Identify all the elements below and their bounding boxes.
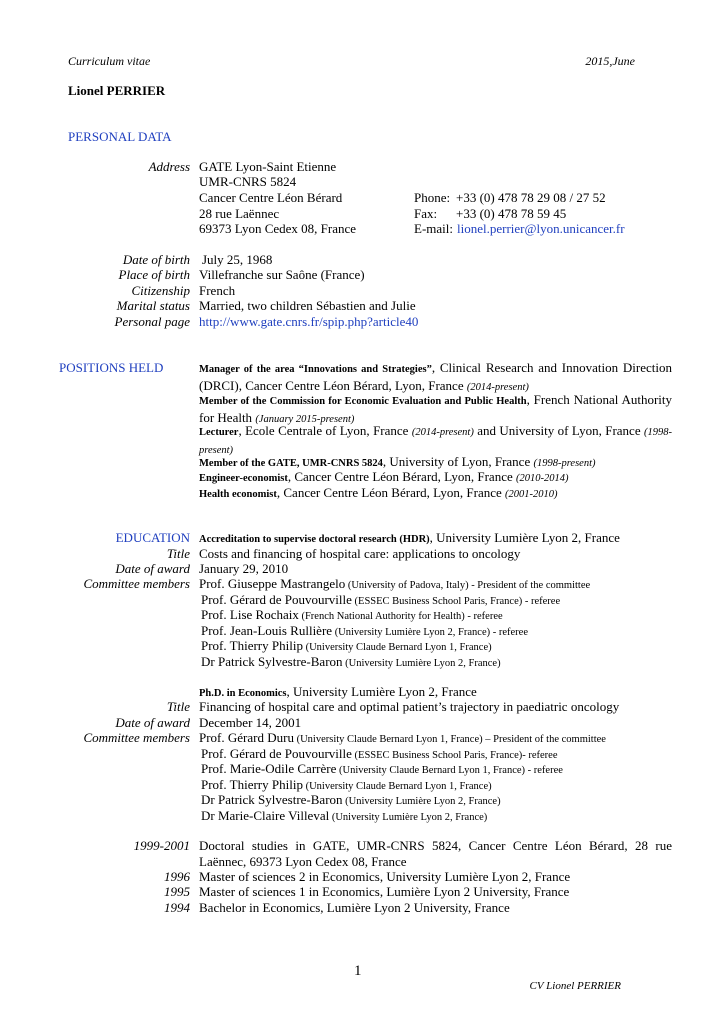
committee-member: Prof. Lise Rochaix (French National Authority for Health) - referee xyxy=(201,607,503,622)
study-item: Bachelor in Economics, Lumière Lyon 2 University, France xyxy=(199,900,510,915)
cv-name: Lionel PERRIER xyxy=(68,83,166,98)
hdr-title-label: Title xyxy=(166,546,190,561)
committee-member: Prof. Jean-Louis Rullière (University Lumière Lyon 2, France) - referee xyxy=(201,623,528,638)
study-item: Doctoral studies in GATE, UMR-CNRS 5824, Cancer Centre Léon Bérard, 28 rue Laënnec, 69373 Lyon Cedex 08, France xyxy=(199,838,672,869)
phone-label: Phone: xyxy=(414,190,451,205)
marital-value: Married, two children Sébastien and Julie xyxy=(199,298,416,313)
committee-member: Prof. Gérard Duru (University Claude Bernard Lyon 1, France) – President of the committee xyxy=(199,730,606,745)
phd-award: December 14, 2001 xyxy=(199,715,302,730)
marital-label: Marital status xyxy=(116,298,190,313)
citizenship-label: Citizenship xyxy=(131,283,190,298)
hdr-committee-label: Committee members xyxy=(83,576,190,591)
hdr-degree: Accreditation to supervise doctoral research (HDR), University Lumière Lyon 2, France xyxy=(199,530,620,545)
header-date: 2015,June xyxy=(585,54,635,68)
dob-label: Date of birth xyxy=(122,252,190,267)
position-item: Member of the Commission for Economic Evaluation and Public Health, French National Authority for Health (January 2015-present) xyxy=(199,392,672,425)
personal-page-label: Personal page xyxy=(114,314,190,329)
committee-member: Prof. Thierry Philip (University Claude Bernard Lyon 1, France) xyxy=(201,777,492,792)
citizenship-value: French xyxy=(199,283,236,298)
position-item: Member of the GATE, UMR-CNRS 5824, University of Lyon, France (1998-present) xyxy=(199,454,596,469)
committee-member: Prof. Gérard de Pouvourville (ESSEC Business School Paris, France)- referee xyxy=(201,746,558,761)
pob-label: Place of birth xyxy=(118,267,190,282)
study-year: 1999-2001 xyxy=(133,838,190,853)
address-line: Cancer Centre Léon Bérard xyxy=(199,190,343,205)
study-item: Master of sciences 1 in Economics, Lumière Lyon 2 University, France xyxy=(199,884,570,899)
phd-title-label: Title xyxy=(166,699,190,714)
committee-member: Prof. Marie-Odile Carrère (University Claude Bernard Lyon 1, France) - referee xyxy=(201,761,563,776)
fax-value: +33 (0) 478 78 59 45 xyxy=(456,206,567,221)
study-item: Master of sciences 2 in Economics, University Lumière Lyon 2, France xyxy=(199,869,571,884)
study-year: 1995 xyxy=(164,884,190,899)
position-item: Lecturer, Ecole Centrale of Lyon, France (2014-present) and University of Lyon, France (1998-present) xyxy=(199,423,672,456)
address-line: UMR-CNRS 5824 xyxy=(199,174,297,189)
committee-member: Prof. Thierry Philip (University Claude Bernard Lyon 1, France) xyxy=(201,638,492,653)
address-line: GATE Lyon-Saint Etienne xyxy=(199,159,337,174)
hdr-award-label: Date of award xyxy=(115,561,190,576)
footer-text: CV Lionel PERRIER xyxy=(529,980,621,992)
address-line: 28 rue Laënnec xyxy=(199,206,280,221)
phd-committee-label: Committee members xyxy=(83,730,190,745)
committee-member: Dr Patrick Sylvestre-Baron (University Lumière Lyon 2, France) xyxy=(201,654,501,669)
personal-page-link[interactable]: http://www.gate.cnrs.fr/spip.php?article40 xyxy=(199,314,419,329)
pob-value: Villefranche sur Saône (France) xyxy=(199,267,365,282)
phd-title: Financing of hospital care and optimal patient’s trajectory in paediatric oncology xyxy=(199,699,620,714)
committee-member: Prof. Giuseppe Mastrangelo (University of Padova, Italy) - President of the committee xyxy=(199,576,591,591)
position-item: Engineer-economist, Cancer Centre Léon Bérard, Lyon, France (2010-2014) xyxy=(199,469,569,484)
study-year: 1994 xyxy=(164,900,190,915)
phd-award-label: Date of award xyxy=(115,715,190,730)
hdr-award: January 29, 2010 xyxy=(199,561,289,576)
position-item: Health economist, Cancer Centre Léon Bérard, Lyon, France (2001-2010) xyxy=(199,485,558,500)
committee-member: Dr Marie-Claire Villeval (University Lumière Lyon 2, France) xyxy=(201,808,488,823)
hdr-title: Costs and financing of hospital care: applications to oncology xyxy=(199,546,521,561)
header-left: Curriculum vitae xyxy=(68,54,151,68)
address-line: 69373 Lyon Cedex 08, France xyxy=(199,221,357,236)
section-heading-personal: PERSONAL DATA xyxy=(68,129,172,144)
email-link[interactable]: lionel.perrier@lyon.unicancer.fr xyxy=(457,221,625,236)
position-item: Manager of the area “Innovations and Strategies”, Clinical Research and Innovation Direction (DRCI), Cancer Centre Léon Bérard, Lyon, France (2014-present) xyxy=(199,360,673,393)
committee-member: Dr Patrick Sylvestre-Baron (University Lumière Lyon 2, France) xyxy=(201,792,501,807)
study-year: 1996 xyxy=(164,869,190,884)
section-heading-education: EDUCATION xyxy=(115,530,190,545)
phone-value: +33 (0) 478 78 29 08 / 27 52 xyxy=(456,190,606,205)
page-number: 1 xyxy=(354,963,362,979)
address-label: Address xyxy=(148,159,190,174)
phd-degree: Ph.D. in Economics, University Lumière Lyon 2, France xyxy=(199,684,477,699)
committee-member: Prof. Gérard de Pouvourville (ESSEC Business School Paris, France) - referee xyxy=(201,592,561,607)
fax-label: Fax: xyxy=(414,206,438,221)
email-label: E-mail: xyxy=(414,221,453,236)
dob-value: July 25, 1968 xyxy=(202,252,273,267)
section-heading-positions: POSITIONS HELD xyxy=(59,360,164,375)
